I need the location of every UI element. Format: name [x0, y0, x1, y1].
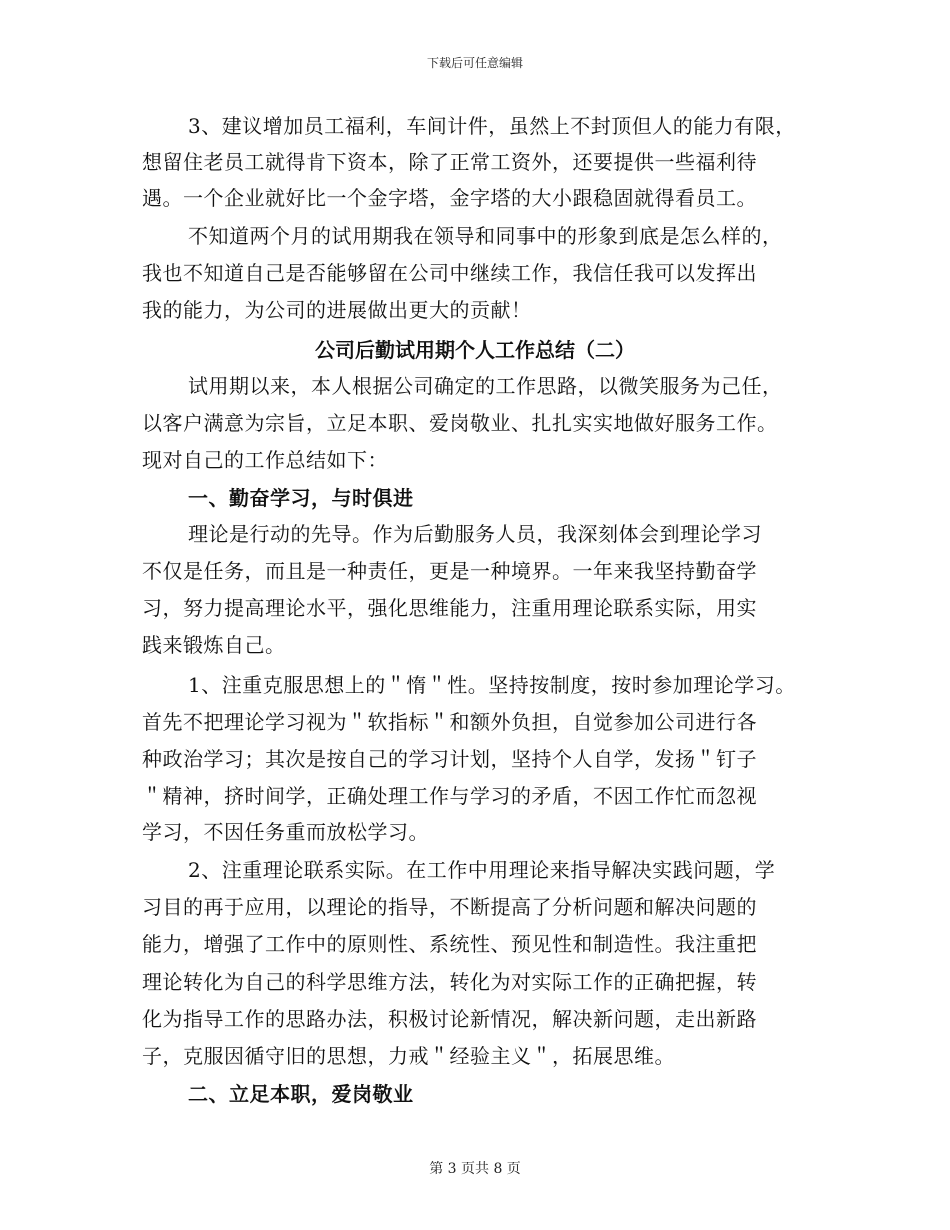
page-header: 下载后可任意编辑 [426, 56, 523, 70]
body-line: 理论转化为自己的科学思维方法，转化为对实际工作的正确把握，转 [142, 970, 757, 994]
section-title: 公司后勤试用期个人工作总结（二） [315, 338, 635, 362]
body-line: 首先不把理论学习视为＂软指标＂和额外负担，自觉参加公司进行各 [142, 710, 757, 734]
body-line: 习目的再于应用，以理论的指导，不断提高了分析问题和解决问题的 [142, 895, 757, 919]
body-line: 现对自己的工作总结如下： [142, 448, 388, 472]
body-line: 想留住老员工就得肯下资本，除了正常工资外，还要提供一些福利待 [142, 150, 757, 174]
body-line: 不仅是任务，而且是一种责任，更是一种境界。一年来我坚持勤奋学 [142, 559, 757, 583]
body-line: 不知道两个月的试用期我在领导和同事中的形象到底是怎么样的， [188, 224, 783, 248]
body-line: 化为指导工作的思路办法，积极讨论新情况，解决新问题，走出新路 [142, 1007, 757, 1031]
section-heading: 一、勤奋学习，与时俱进 [188, 486, 414, 510]
body-line: 种政治学习；其次是按自己的学习计划，坚持个人自学，发扬＂钉子 [142, 747, 757, 771]
body-line: ＂精神，挤时间学，正确处理工作与学习的矛盾，不因工作忙而忽视 [142, 784, 757, 808]
body-line: 理论是行动的先导。作为后勤服务人员，我深刻体会到理论学习 [188, 522, 762, 546]
body-line: 3、建议增加员工福利，车间计件，虽然上不封顶但人的能力有限， [188, 114, 796, 138]
body-line: 我也不知道自己是否能够留在公司中继续工作，我信任我可以发挥出 [142, 261, 757, 285]
body-line: 践来锻炼自己。 [142, 633, 286, 657]
body-line: 1、注重克服思想上的＂惰＂性。坚持按制度，按时参加理论学习。 [188, 673, 796, 697]
body-line: 以客户满意为宗旨，立足本职、爱岗敬业、扎扎实实地做好服务工作。 [142, 411, 778, 435]
body-line: 能力，增强了工作中的原则性、系统性、预见性和制造性。我注重把 [142, 932, 757, 956]
body-line: 子，克服因循守旧的思想，力戒＂经验主义＂，拓展思维。 [142, 1044, 675, 1068]
body-line: 习，努力提高理论水平，强化思维能力，注重用理论联系实际，用实 [142, 596, 757, 620]
section-heading: 二、立足本职，爱岗敬业 [188, 1082, 414, 1106]
body-line: 2、注重理论联系实际。在工作中用理论来指导解决实践问题，学 [188, 858, 776, 882]
page-footer: 第 3 页共 8 页 [429, 1161, 521, 1177]
body-line: 学习，不因任务重而放松学习。 [142, 820, 429, 844]
body-line: 试用期以来，本人根据公司确定的工作思路，以微笑服务为己任， [188, 374, 783, 398]
body-line: 我的能力，为公司的进展做出更大的贡献！ [142, 298, 532, 322]
body-line: 遇。一个企业就好比一个金字塔，金字塔的大小跟稳固就得看员工。 [142, 186, 757, 210]
